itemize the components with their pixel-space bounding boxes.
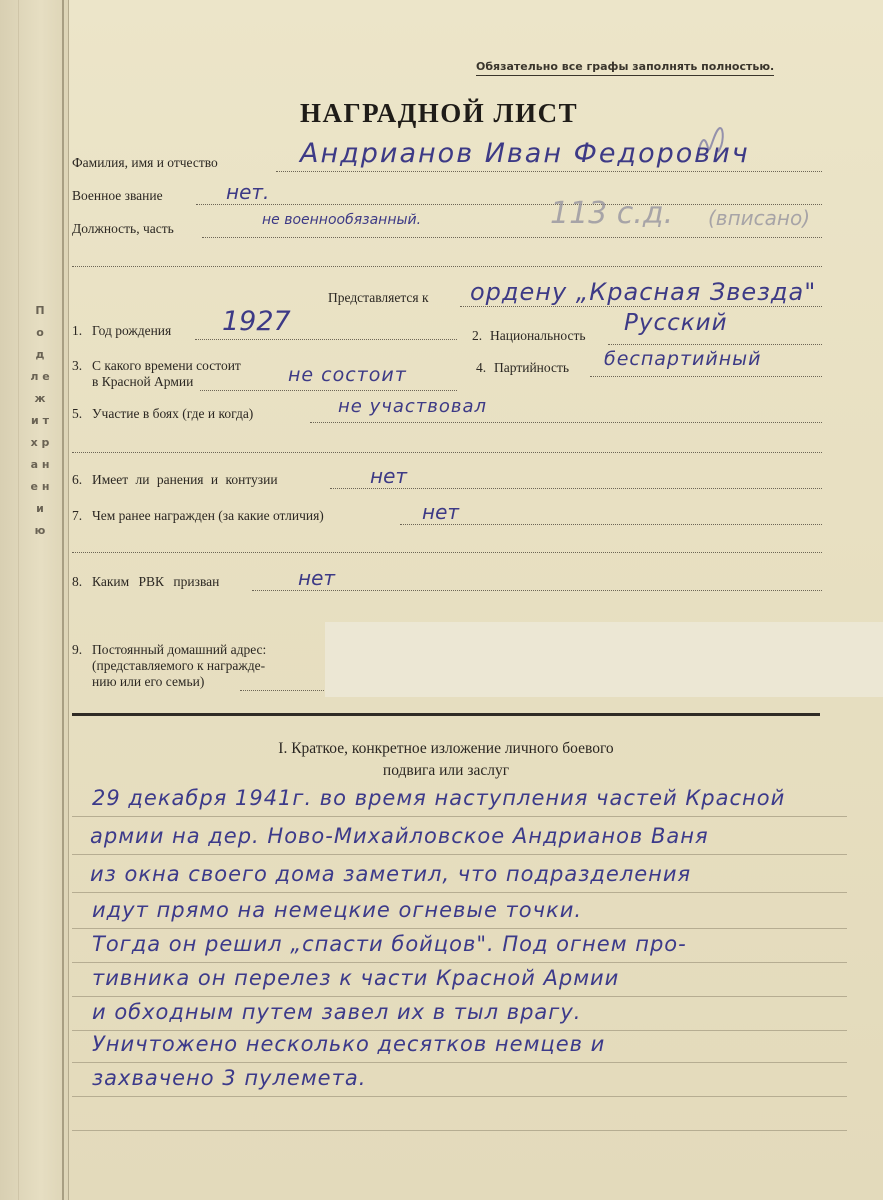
item-6-line [330, 488, 822, 489]
document-title: НАГРАДНОЙ ЛИСТ [300, 98, 579, 128]
binding-strip [0, 0, 69, 1200]
ruled-line [72, 854, 847, 855]
ruled-line [72, 1062, 847, 1063]
item-4-num: 4. [476, 360, 487, 375]
rank-label: Военное звание [72, 188, 163, 203]
redacted-address [325, 622, 883, 697]
position-label: Должность, часть [72, 221, 174, 236]
binding-edge-line [62, 0, 64, 1200]
item-2-value: Русский [624, 310, 728, 336]
narrative-line-8: Уничтожено несколько десятков немцев и [92, 1032, 606, 1056]
section-divider [72, 713, 820, 716]
fill-notice: Обязательно все графы заполнять полностью. [476, 60, 774, 76]
item-4-value: беспартийный [604, 348, 762, 370]
narrative-line-2: армии на дер. Ново-Михайловское Андрианов Ваня [90, 824, 709, 848]
narrative-line-7: и обходным путем завел их в тыл врагу. [92, 1000, 582, 1024]
item-3-line [200, 390, 457, 391]
item-3-value: не состоит [288, 364, 407, 386]
fio-label: Фамилия, имя и отчество [72, 155, 218, 170]
item-3-num: 3. [72, 358, 83, 373]
item-7-num: 7. [72, 508, 83, 523]
item-6-num: 6. [72, 472, 83, 487]
narrative-line-6: тивника он перелез к части Красной Армии [92, 966, 620, 990]
item-7-line [400, 524, 822, 525]
position-value: не военнообязанный. [262, 212, 422, 228]
item-2-num: 2. [472, 328, 483, 343]
rank-line [196, 204, 822, 205]
narrative-line-1: 29 декабря 1941г. во время наступления частей Красной [92, 786, 786, 810]
ruled-line [72, 892, 847, 893]
item-2-line [608, 344, 822, 345]
rank-value: нет. [226, 180, 270, 204]
binding-margin-line [18, 0, 19, 1200]
item-5-line-2 [72, 452, 822, 453]
fio-line [276, 171, 822, 172]
item-5-line [310, 422, 822, 423]
ruled-line [72, 816, 847, 817]
item-5-num: 5. [72, 406, 83, 421]
narrative-line-5: Тогда он решил „спасти бойцов". Под огнем про- [92, 932, 687, 956]
item-9-num: 9. [72, 642, 83, 657]
unit-note-extra: (вписано) [708, 206, 811, 230]
item-9-label-3: нию или его семьи) [92, 674, 205, 689]
item-9-label-2: (представляемого к награжде- [92, 658, 266, 673]
presented-value: ордену „Красная Звезда" [470, 278, 817, 306]
item-5-label: Участие в боях (где и когда) [92, 406, 254, 421]
ruled-line [72, 1130, 847, 1131]
item-1-value: 1927 [222, 306, 291, 337]
fio-value: Андрианов Иван Федорович [300, 138, 750, 169]
side-label: П о д л е ж и т х р а н е н и ю [30, 304, 50, 537]
item-8-num: 8. [72, 574, 83, 589]
item-6-value: нет [370, 464, 408, 488]
item-9-label-1: Постоянный домашний адрес: [92, 642, 267, 657]
item-2-label: Национальность [490, 328, 586, 343]
item-5-value: не участвовал [338, 396, 488, 417]
ruled-line [72, 962, 847, 963]
position-line [202, 237, 822, 238]
item-8-value: нет [298, 566, 336, 590]
item-4-label: Партийность [494, 360, 570, 375]
item-3-label-2: в Красной Армии [92, 374, 194, 389]
blank-line [72, 266, 822, 267]
ruled-line [72, 928, 847, 929]
item-1-num: 1. [72, 323, 83, 338]
presented-label: Представляется к [328, 290, 429, 305]
item-1-line [195, 339, 457, 340]
section-title-line-1: I. Краткое, конкретное изложение личного боевого [278, 740, 614, 757]
item-4-line [590, 376, 822, 377]
item-7-value: нет [422, 500, 460, 524]
narrative-line-3: из окна своего дома заметил, что подразделения [90, 862, 692, 886]
item-3-label-1: С какого времени состоит [92, 358, 241, 373]
item-1-label: Год рождения [92, 323, 172, 338]
item-8-line [252, 590, 822, 591]
section-title-line-2: подвига или заслуг [382, 762, 510, 779]
ruled-line [72, 1096, 847, 1097]
unit-note: 113 с.д. [550, 196, 674, 231]
narrative-line-9: захвачено 3 пулемета. [92, 1066, 367, 1090]
ruled-line [72, 996, 847, 997]
presented-line [460, 306, 822, 307]
item-7-label: Чем ранее награжден (за какие отличия) [92, 508, 324, 523]
item-8-label: Каким РВК призван [92, 574, 220, 589]
ruled-line [72, 1030, 847, 1031]
item-6-label: Имеет ли ранения и контузии [92, 472, 278, 487]
item-7-line-2 [72, 552, 822, 553]
narrative-line-4: идут прямо на немецкие огневые точки. [92, 898, 583, 922]
